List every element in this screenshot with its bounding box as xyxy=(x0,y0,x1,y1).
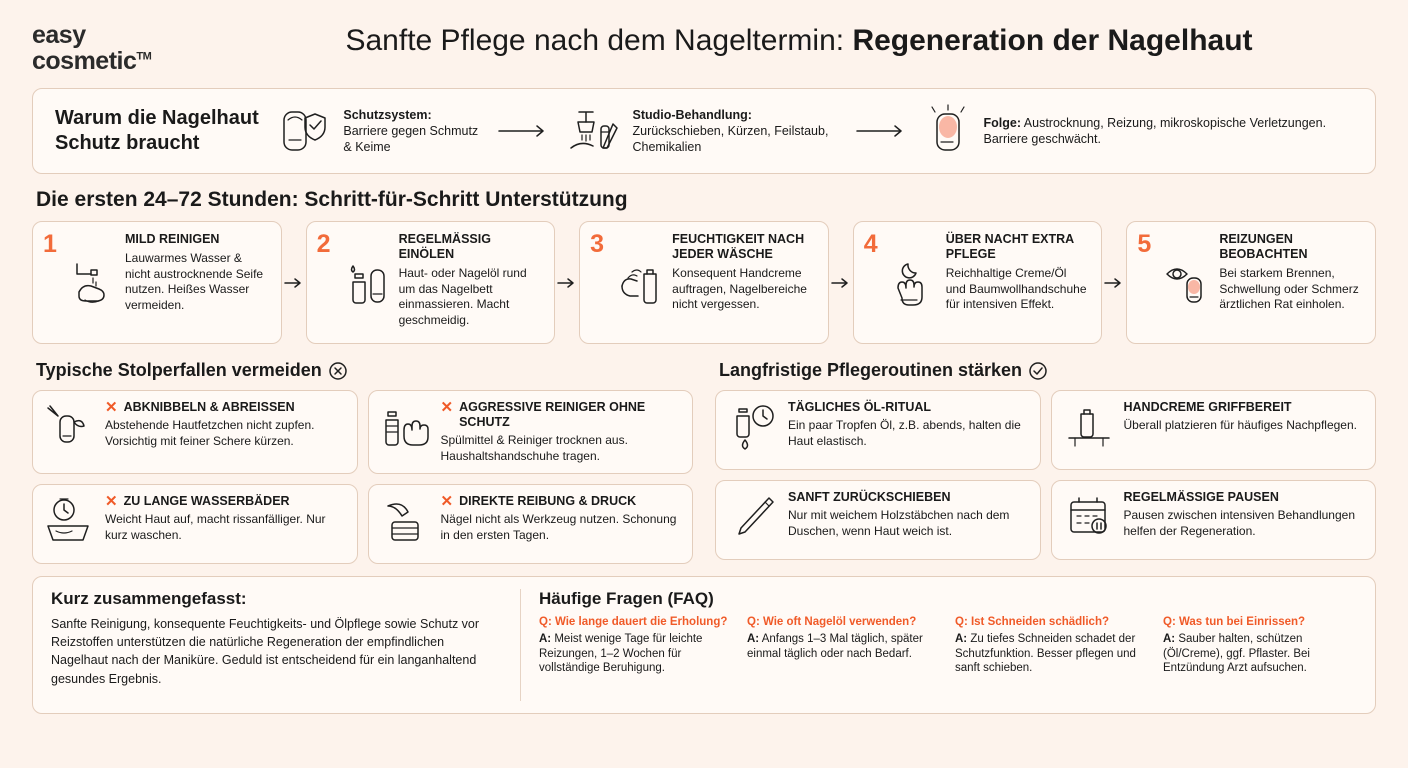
step-text-1: Lauwarmes Wasser & nicht austrocknende Seife nutzen. Heißes Wasser vermeiden. xyxy=(125,251,264,312)
why-title: Warum die Nagelhaut Schutz braucht xyxy=(55,107,259,154)
why-item-schutzsystem xyxy=(274,104,483,158)
faq-answer-text-1: Meist wenige Tage für leichte Reizungen, 1–2 Wochen für vollständige Beruhigung. xyxy=(539,632,703,675)
pitfall-card-2 xyxy=(368,390,694,474)
faq-item-2 xyxy=(747,615,941,676)
pitfall-text-4: Nägel nicht als Werkzeug nutzen. Schonung in den ersten Tagen. xyxy=(440,512,677,542)
faq-answer-4 xyxy=(1163,632,1357,677)
faq-item-1 xyxy=(539,615,733,676)
faq-question-1: Q: Wie lange dauert die Erholung? xyxy=(539,616,728,629)
bottom-band xyxy=(32,576,1376,714)
step-heading-1: MILD REINIGEN xyxy=(125,232,220,246)
routines-title-row xyxy=(719,360,1376,381)
page-title xyxy=(222,14,1376,57)
hand-wash-icon xyxy=(71,232,117,333)
routines-column xyxy=(715,358,1376,564)
faq-answer-text-4: Sauber halten, schützen (Öl/Creme), ggf. Pflaster. Bei Entzündung Arzt aufsuchen. xyxy=(1163,632,1310,675)
oil-clock-icon xyxy=(727,400,779,454)
why-desc-schutzsystem: Barriere gegen Schmutz & Keime xyxy=(343,123,479,155)
x-circle-icon xyxy=(329,362,347,380)
faq-answer-3 xyxy=(955,632,1149,677)
step-text-2: Haut- oder Nagelöl rund um das Nagelbett einmassieren. Macht geschmeidig. xyxy=(398,266,527,327)
cleaner-bottle-glove-icon xyxy=(380,400,432,454)
routine-text-3: Nur mit weichem Holzstäbchen nach dem Duschen, wenn Haut weich ist. xyxy=(788,508,1010,538)
pitfall-text-1: Abstehende Hautfetzchen nicht zupfen. Vorsichtig mit feiner Schere kürzen. xyxy=(105,418,315,448)
pitfall-heading-2: AGGRESSIVE REINIGER OHNE SCHUTZ xyxy=(459,400,646,429)
pitfall-heading-row-4 xyxy=(441,494,682,509)
page-title-bold: Regeneration der Nagelhaut xyxy=(852,24,1253,57)
routine-card-3 xyxy=(715,480,1041,560)
faq-answer-label-4: A: xyxy=(1163,632,1176,645)
why-text-studio xyxy=(632,107,840,156)
faq-question-4: Q: Was tun bei Einrissen? xyxy=(1163,616,1306,629)
step-arrow-2 xyxy=(555,221,579,344)
pitfall-heading-4: DIREKTE REIBUNG & DRUCK xyxy=(459,494,637,509)
routine-text-4: Pausen zwischen intensiven Behandlungen helfen der Regeneration. xyxy=(1123,508,1355,538)
faq-answer-label-3: A: xyxy=(955,632,968,645)
step-number-1: 1 xyxy=(43,230,57,258)
step-card-5 xyxy=(1126,221,1376,344)
routine-heading-2: HANDCREME GRIFFBEREIT xyxy=(1123,400,1292,414)
peeling-skin-icon xyxy=(44,400,96,454)
step-heading-5: REIZUNGEN BEOBACHTEN xyxy=(1219,232,1308,261)
faq-title: Häufige Fragen (FAQ) xyxy=(539,589,714,609)
faq-item-3 xyxy=(955,615,1149,676)
brand-line1: easy xyxy=(32,21,86,49)
brand-line2: cosmetic xyxy=(32,47,137,76)
faq-block xyxy=(539,589,1357,701)
pitfall-card-4 xyxy=(368,484,694,564)
night-gloves-icon xyxy=(892,232,938,333)
why-desc-folge: Austrocknung, Reizung, mikroskopische Verletzungen. Barriere geschwächt. xyxy=(983,115,1327,146)
routine-card-2 xyxy=(1051,390,1377,470)
step-number-2: 2 xyxy=(316,230,331,258)
timer-basin-icon xyxy=(44,494,96,548)
pitfalls-title-row xyxy=(36,360,693,381)
oil-bottle-icon xyxy=(345,232,391,333)
routine-heading-3: SANFT ZURÜCKSCHIEBEN xyxy=(788,490,951,504)
page-title-normal: Sanfte Pflege nach dem Nageltermin: xyxy=(345,24,853,57)
routine-text-2: Überall platzieren für häufiges Nachpflegen. xyxy=(1123,418,1357,432)
step-arrow-1 xyxy=(282,221,306,344)
arrow-icon-2 xyxy=(855,124,907,138)
pitfall-heading-row-3 xyxy=(105,494,346,509)
faq-row xyxy=(539,615,1357,676)
faq-item-4 xyxy=(1163,615,1357,676)
calendar-pause-icon xyxy=(1063,490,1115,544)
summary-title: Kurz zusammengefasst: xyxy=(51,589,247,609)
x-icon-2: ✕ xyxy=(440,399,454,416)
step-card-1 xyxy=(32,221,282,344)
pitfall-heading-3: ZU LANGE WASSERBÄDER xyxy=(123,494,290,509)
why-item-studio xyxy=(563,104,840,158)
step-arrow-3 xyxy=(829,221,853,344)
why-text-folge xyxy=(984,115,1354,148)
check-circle-icon xyxy=(1029,362,1047,380)
nail-shield-icon xyxy=(274,104,334,158)
faq-answer-1 xyxy=(539,632,733,677)
step-card-4 xyxy=(853,221,1103,344)
faq-answer-text-3: Zu tiefes Schneiden schadet der Schutzfunktion. Besser pflegen und sanft schieben. xyxy=(955,632,1136,675)
wooden-stick-icon xyxy=(727,490,779,544)
routines-grid xyxy=(715,390,1376,560)
header xyxy=(32,14,1376,88)
irritated-nail-icon xyxy=(921,104,975,158)
steps-row xyxy=(32,221,1376,344)
mid-section xyxy=(32,358,1376,564)
hand-cream-icon xyxy=(618,232,664,333)
pitfalls-column xyxy=(32,358,693,564)
brand-logo xyxy=(32,14,222,75)
routine-heading-4: REGELMÄSSIGE PAUSEN xyxy=(1123,490,1279,504)
step-text-3: Konsequent Handcreme auftragen, Nagelbereiche nicht vergessen. xyxy=(672,266,807,312)
step-heading-2: REGELMÄSSIG EINÖLEN xyxy=(398,232,491,261)
faq-question-3: Q: Ist Schneiden schädlich? xyxy=(955,616,1110,629)
why-label-schutzsystem: Schutzsystem: xyxy=(343,107,432,122)
step-number-5: 5 xyxy=(1137,230,1152,258)
step-text-5: Bei starkem Brennen, Schwellung oder Schmerz ärztlichen Rat einholen. xyxy=(1219,266,1359,312)
pitfall-heading-row-1 xyxy=(105,400,346,415)
why-band xyxy=(32,88,1376,174)
pitfalls-grid xyxy=(32,390,693,564)
step-card-3 xyxy=(579,221,829,344)
x-icon-4: ✕ xyxy=(440,493,454,511)
routine-card-4 xyxy=(1051,480,1377,560)
step-number-4: 4 xyxy=(863,230,878,258)
summary-text: Sanfte Reinigung, konsequente Feuchtigkeits- und Ölpflege sowie Schutz vor Reizstoffen unterstützen die natürliche Regeneration der empfindlichen Nagelhaut nach der Maniküre. Geduld ist entscheidend für ein langanhaltend gesundes Ergebnis. xyxy=(51,617,480,686)
routine-text-1: Ein paar Tropfen Öl, z.B. abends, halten die Haut elastisch. xyxy=(788,418,1021,448)
steps-section-title: Die ersten 24–72 Stunden: Schritt-für-Schritt Unterstützung xyxy=(36,188,628,211)
pitfall-heading-row-2 xyxy=(441,400,682,430)
nail-as-tool-icon xyxy=(380,494,432,548)
observe-eye-icon xyxy=(1165,232,1211,333)
routines-title: Langfristige Pflegeroutinen stärken xyxy=(719,360,1023,380)
routine-heading-1: TÄGLICHES ÖL-RITUAL xyxy=(788,400,932,414)
why-label-studio: Studio-Behandlung: xyxy=(632,107,752,122)
faq-answer-2 xyxy=(747,632,941,662)
routine-card-1 xyxy=(715,390,1041,470)
faq-answer-text-2: Anfangs 1–3 Mal täglich, später einmal täglich oder nach Bedarf. xyxy=(747,632,923,660)
why-label-folge: Folge: xyxy=(983,115,1021,130)
pitfall-text-2: Spülmittel & Reiniger trocknen aus. Haushaltshandschuhe tragen. xyxy=(440,433,628,463)
step-arrow-4 xyxy=(1102,221,1126,344)
pitfalls-title: Typische Stolperfallen vermeiden xyxy=(36,360,322,380)
pitfall-heading-1: ABKNIBBELN & ABREISSEN xyxy=(123,400,295,414)
pitfall-text-3: Weicht Haut auf, macht rissanfälliger. Nur kurz waschen. xyxy=(105,512,326,542)
manicure-tools-icon xyxy=(563,104,623,158)
arrow-icon-1 xyxy=(497,124,549,138)
x-icon-1: ✕ xyxy=(105,399,118,416)
pitfall-card-1 xyxy=(32,390,358,474)
why-item-folge xyxy=(921,104,1354,158)
step-number-3: 3 xyxy=(590,230,605,258)
pitfall-card-3 xyxy=(32,484,358,564)
faq-answer-label-2: A: xyxy=(747,632,760,645)
cream-on-table-icon xyxy=(1063,400,1115,454)
x-icon-3: ✕ xyxy=(105,493,118,511)
step-heading-3: FEUCHTIGKEIT NACH JEDER WÄSCHE xyxy=(672,232,805,261)
faq-answer-label-1: A: xyxy=(539,632,552,645)
faq-question-2: Q: Wie oft Nagelöl verwenden? xyxy=(747,616,917,629)
why-desc-studio: Zurückschieben, Kürzen, Feilstaub, Chemikalien xyxy=(632,123,829,155)
why-text-schutzsystem xyxy=(343,107,483,156)
step-card-2 xyxy=(306,221,556,344)
step-text-4: Reichhaltige Creme/Öl und Baumwollhandschuhe für intensiven Effekt. xyxy=(945,266,1087,312)
brand-tm: TM xyxy=(136,50,152,63)
step-heading-4: ÜBER NACHT EXTRA PFLEGE xyxy=(945,232,1074,261)
summary-block xyxy=(51,589,521,701)
